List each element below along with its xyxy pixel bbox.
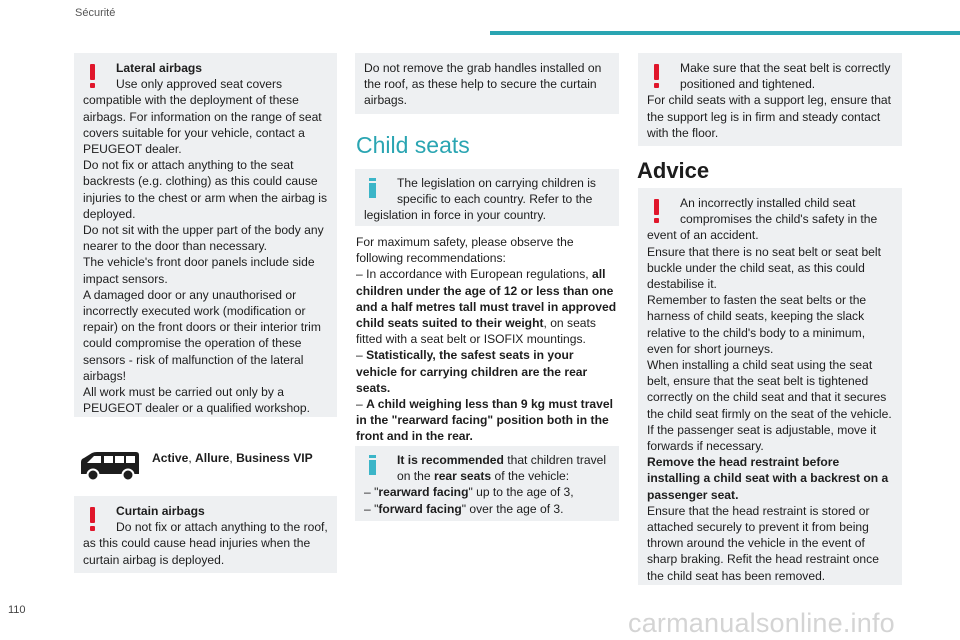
header-accent-bar — [490, 31, 960, 35]
child-seat-recommendations — [356, 234, 624, 445]
box-line: attached securely to prevent it from being — [647, 520, 869, 535]
warning-icon — [654, 64, 659, 88]
paragraph-line: front and in the rear. — [356, 429, 473, 444]
box-line: as this could cause head injuries when the — [83, 536, 311, 551]
box-line: airbags. — [364, 93, 408, 108]
paragraph-line: – In accordance with European regulations, all — [356, 267, 606, 282]
warning-icon — [90, 507, 95, 531]
separator: , — [229, 451, 237, 465]
paragraph-line: child seats suited to their weight, on seats — [356, 316, 596, 331]
paragraph-line: – Statistically, the safest seats in your — [356, 348, 574, 363]
box-line: Use only approved seat covers — [116, 77, 283, 92]
info-icon — [369, 455, 376, 475]
box-line: Do not remove the grab handles installed on — [364, 61, 602, 75]
legislation-info-box — [355, 169, 619, 226]
box-line: Remove the head restraint before — [647, 455, 840, 470]
box-line: legislation in force in your country. — [364, 208, 546, 223]
box-line: The vehicle's front door panels include side — [83, 255, 315, 270]
child-seats-heading: Child seats — [356, 132, 470, 158]
box-line: destabilise it. — [647, 277, 717, 292]
box-line: forwards if necessary. — [647, 439, 764, 454]
box-line: even for short journeys. — [647, 341, 774, 356]
section-title: Sécurité — [75, 7, 116, 19]
box-line: Remember to fasten the seat belts or the — [647, 293, 867, 308]
seatbelt-warning-box — [638, 53, 902, 146]
box-line: positioned and tightened. — [680, 77, 816, 92]
lateral-airbags-warning-box — [74, 53, 337, 417]
box-heading: Curtain airbags — [116, 504, 205, 518]
box-line: the child seat has been removed. — [647, 568, 826, 583]
box-line: thrown around the vehicle in the event of — [647, 536, 865, 551]
box-line: incorrectly executed work (modification or — [83, 304, 306, 319]
box-line: PEUGEOT dealer. — [83, 142, 182, 157]
box-line: belt, ensure that the seat belt is tightened — [647, 374, 869, 389]
box-line: airbags. For information on the range of seat — [83, 109, 322, 124]
box-line: backrests (e.g. clothing) as this could cause — [83, 174, 318, 189]
box-line: passenger seat. — [647, 487, 739, 502]
paragraph-line: in the "rearward facing" position both in the — [356, 413, 609, 428]
box-line: Ensure that there is no seat belt or seat belt — [647, 244, 881, 259]
box-heading: Lateral airbags — [116, 61, 203, 75]
box-line: Ensure that the head restraint is stored or — [647, 503, 870, 518]
paragraph-line: following recommendations: — [356, 251, 506, 266]
box-line: All work must be carried out only by a — [83, 385, 284, 400]
paragraph-line: children under the age of 12 or less than one — [356, 283, 614, 298]
box-line: the support leg is in firm and steady contact — [647, 109, 881, 124]
version-list — [152, 451, 313, 465]
grab-handles-note-box — [355, 53, 619, 114]
box-line: sensors - risk of malfunction of the lateral — [83, 352, 304, 367]
box-line: with the floor. — [647, 125, 719, 140]
box-line: If the passenger seat is adjustable, move it — [647, 422, 877, 437]
box-line: Do not sit with the upper part of the body any — [83, 223, 324, 238]
box-line: deployed. — [83, 206, 136, 221]
box-line: buckle under the child seat, as this could — [647, 260, 865, 275]
advice-heading: Advice — [637, 158, 710, 183]
box-line: nearer to the door than necessary. — [83, 239, 267, 254]
box-line: impact sensors. — [83, 271, 168, 286]
box-line: An incorrectly installed child seat — [680, 196, 856, 210]
separator: , — [188, 451, 196, 465]
box-line: covers suitable for your vehicle, contact a — [83, 125, 305, 140]
advice-warning-box — [638, 188, 902, 585]
box-line: Do not fix or attach anything to the seat — [83, 158, 294, 173]
box-line: A damaged door or any unauthorised or — [83, 287, 297, 302]
box-line: curtain airbag is deployed. — [83, 552, 225, 567]
version-name: Allure — [195, 451, 230, 465]
box-line: – "forward facing" over the age of 3. — [364, 501, 564, 516]
box-line: PEUGEOT dealer or a qualified workshop. — [83, 401, 310, 416]
info-icon — [369, 178, 376, 198]
box-line: the roof, as these help to secure the curtain — [364, 77, 597, 92]
box-line: The legislation on carrying children is — [397, 176, 596, 190]
curtain-airbags-warning-box — [74, 496, 337, 573]
box-line: sharp braking. Refit the head restraint once — [647, 552, 879, 567]
box-line: event of an accident. — [647, 228, 759, 243]
recommendation-info-box — [355, 446, 619, 521]
box-line: correctly on the child seat and that it secures — [647, 390, 887, 405]
van-icon — [78, 450, 142, 482]
paragraph-line: – A child weighing less than 9 kg must travel — [356, 397, 613, 412]
box-line: For child seats with a support leg, ensure that — [647, 93, 892, 108]
page-number: 110 — [8, 604, 26, 616]
box-line: specific to each country. Refer to the — [397, 192, 593, 207]
box-line: airbags! — [83, 368, 127, 383]
paragraph-line: For maximum safety, please observe the — [356, 235, 574, 249]
box-line: Make sure that the seat belt is correctly — [680, 61, 891, 75]
box-line: repair) on the front doors or their interior trim — [83, 320, 321, 335]
box-line: relative to the child's body to a minimum, — [647, 325, 866, 340]
paragraph-line: vehicle for carrying children are the rear — [356, 364, 588, 379]
box-line: – "rearward facing" up to the age of 3, — [364, 485, 574, 500]
paragraph-line: and a half metres tall must travel in approved — [356, 299, 617, 314]
box-line: Do not fix or attach anything to the roof, — [116, 520, 328, 535]
box-line: could compromise the operation of these — [83, 336, 302, 351]
paragraph-line: seats. — [356, 380, 391, 395]
box-line: the child seat firmly on the seat of the vehicle. — [647, 406, 892, 421]
box-line: It is recommended that children travel — [397, 453, 607, 467]
watermark: carmanualsonline.info — [628, 608, 895, 638]
version-name: Business VIP — [236, 451, 313, 465]
warning-icon — [654, 199, 659, 223]
paragraph-line: fitted with a seat belt or ISOFIX mountings. — [356, 332, 586, 347]
version-name: Active — [152, 451, 189, 465]
box-line: compromises the child's safety in the — [680, 212, 878, 227]
warning-icon — [90, 64, 95, 88]
box-line: When installing a child seat using the seat — [647, 358, 873, 373]
box-line: harness of child seats, keeping the slack — [647, 309, 865, 324]
box-line: injuries to the chest or arm when the airbag is — [83, 190, 328, 205]
box-line: on the rear seats of the vehicle: — [397, 469, 570, 484]
box-line: installing a child seat with a backrest on a — [647, 471, 889, 486]
box-line: compatible with the deployment of these — [83, 93, 299, 108]
